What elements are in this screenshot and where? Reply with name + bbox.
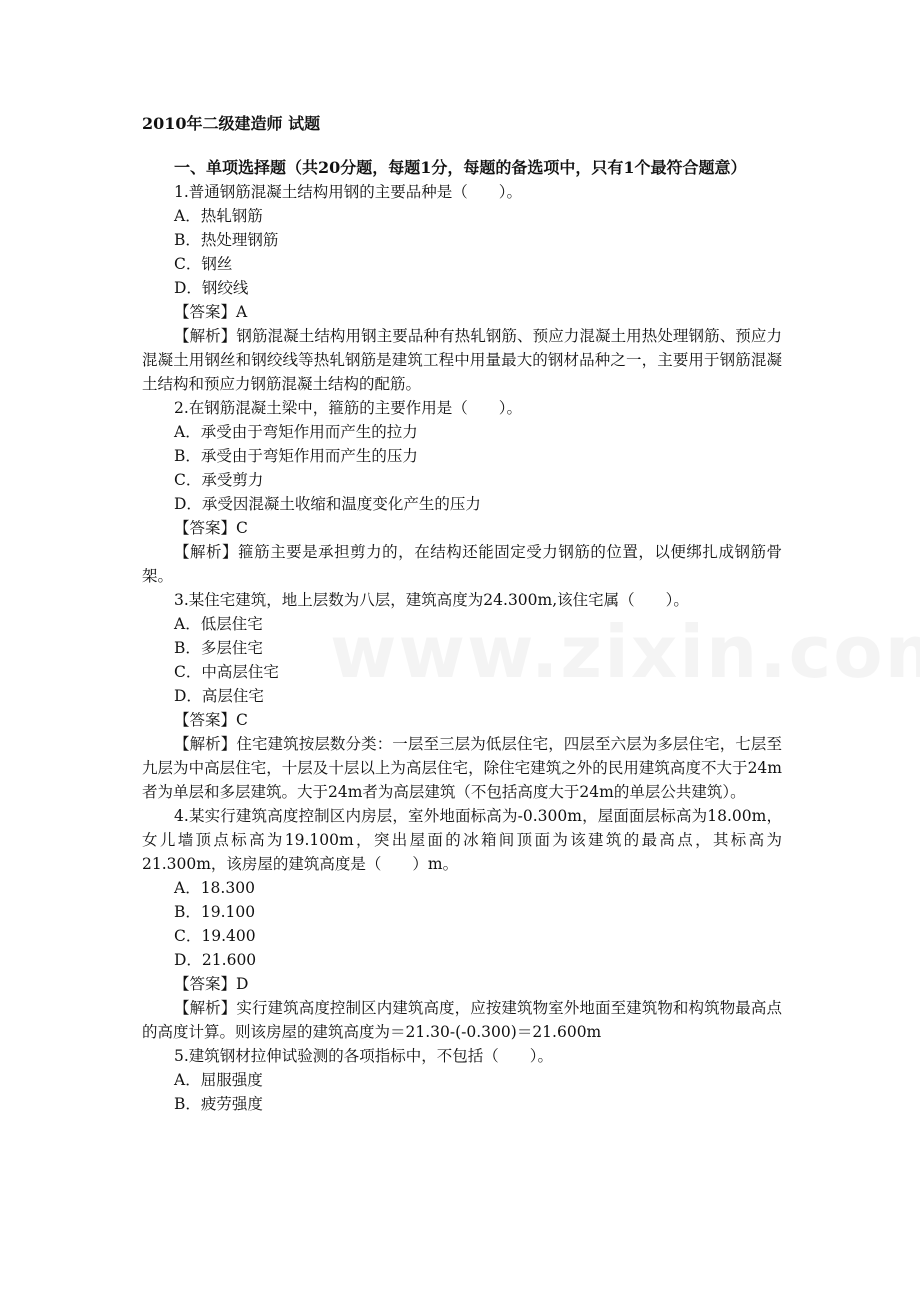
text-line: 【解析】实行建筑高度控制区内建筑高度，应按建筑物室外地面至建筑物和构筑物最高点的高度计算。则该房屋的建筑高度为＝21.30-(-0.300)＝21.600m xyxy=(142,999,782,1041)
text-line: 3.某住宅建筑，地上层数为八层，建筑高度为24.300m,该住宅属（ ）。 xyxy=(174,591,689,609)
text-line: 5.建筑钢材拉伸试验测的各项指标中，不包括（ ）。 xyxy=(174,1047,554,1065)
document-page xyxy=(142,112,782,1116)
text-line: 【解析】钢筋混凝土结构用钢主要品种有热轧钢筋、预应力混凝土用热处理钢筋、预应力混凝土用钢丝和钢绞线等热轧钢筋是建筑工程中用量最大的钢材品种之一，主要用于钢筋混凝土结构和预应力钢筋混凝土结构的配筋。 xyxy=(142,327,782,393)
text-line: A．热轧钢筋 xyxy=(174,207,263,225)
text-line: B．19.100 xyxy=(174,903,256,921)
document-title: 2010年二级建造师 试题 xyxy=(142,114,321,133)
text-line: D．承受因混凝土收缩和温度变化产生的压力 xyxy=(174,495,481,513)
text-line: 1.普通钢筋混凝土结构用钢的主要品种是（ ）。 xyxy=(174,183,523,201)
text-line: A．低层住宅 xyxy=(174,615,263,633)
text-line: B．承受由于弯矩作用而产生的压力 xyxy=(174,447,418,465)
text-line: B．热处理钢筋 xyxy=(174,231,279,249)
text-line: 【答案】C xyxy=(174,711,248,729)
text-line: A．18.300 xyxy=(174,879,255,897)
text-line: C．钢丝 xyxy=(174,255,233,273)
text-line: 4.某实行建筑高度控制区内房层，室外地面标高为-0.300m，屋面面层标高为18.00m，女儿墙顶点标高为19.100m，突出屋面的冰箱间顶面为该建筑的最高点，其标高为21.300m，该房屋的建筑高度是（ ）m。 xyxy=(142,807,782,873)
text-line: D．21.600 xyxy=(174,951,257,969)
text-line: B．多层住宅 xyxy=(174,639,263,657)
text-line: C．19.400 xyxy=(174,927,256,945)
text-line: 【答案】C xyxy=(174,519,248,537)
text-line: 【答案】A xyxy=(174,303,248,321)
text-line: D．钢绞线 xyxy=(174,279,249,297)
text-line: 【答案】D xyxy=(174,975,249,993)
text-line: C．承受剪力 xyxy=(174,471,264,489)
text-line: 【解析】住宅建筑按层数分类：一层至三层为低层住宅，四层至六层为多层住宅，七层至九层为中高层住宅，十层及十层以上为高层住宅，除住宅建筑之外的民用建筑高度不大于24m者为单层和多层建筑。大于24m者为高层建筑（不包括高度大于24m的单层公共建筑）。 xyxy=(142,735,782,801)
text-line: 【解析】箍筋主要是承担剪力的，在结构还能固定受力钢筋的位置，以便绑扎成钢筋骨架。 xyxy=(142,543,782,585)
text-line: C．中高层住宅 xyxy=(174,663,279,681)
text-line: D．高层住宅 xyxy=(174,687,264,705)
text-line: B．疲劳强度 xyxy=(174,1095,263,1113)
question-list xyxy=(142,180,782,1116)
text-line: A．承受由于弯矩作用而产生的拉力 xyxy=(174,423,418,441)
text-line: 2.在钢筋混凝土梁中，箍筋的主要作用是（ ）。 xyxy=(174,399,523,417)
text-line: A．屈服强度 xyxy=(174,1071,263,1089)
section-heading: 一、单项选择题（共20分题，每题1分，每题的备选项中，只有1个最符合题意） xyxy=(174,158,747,177)
